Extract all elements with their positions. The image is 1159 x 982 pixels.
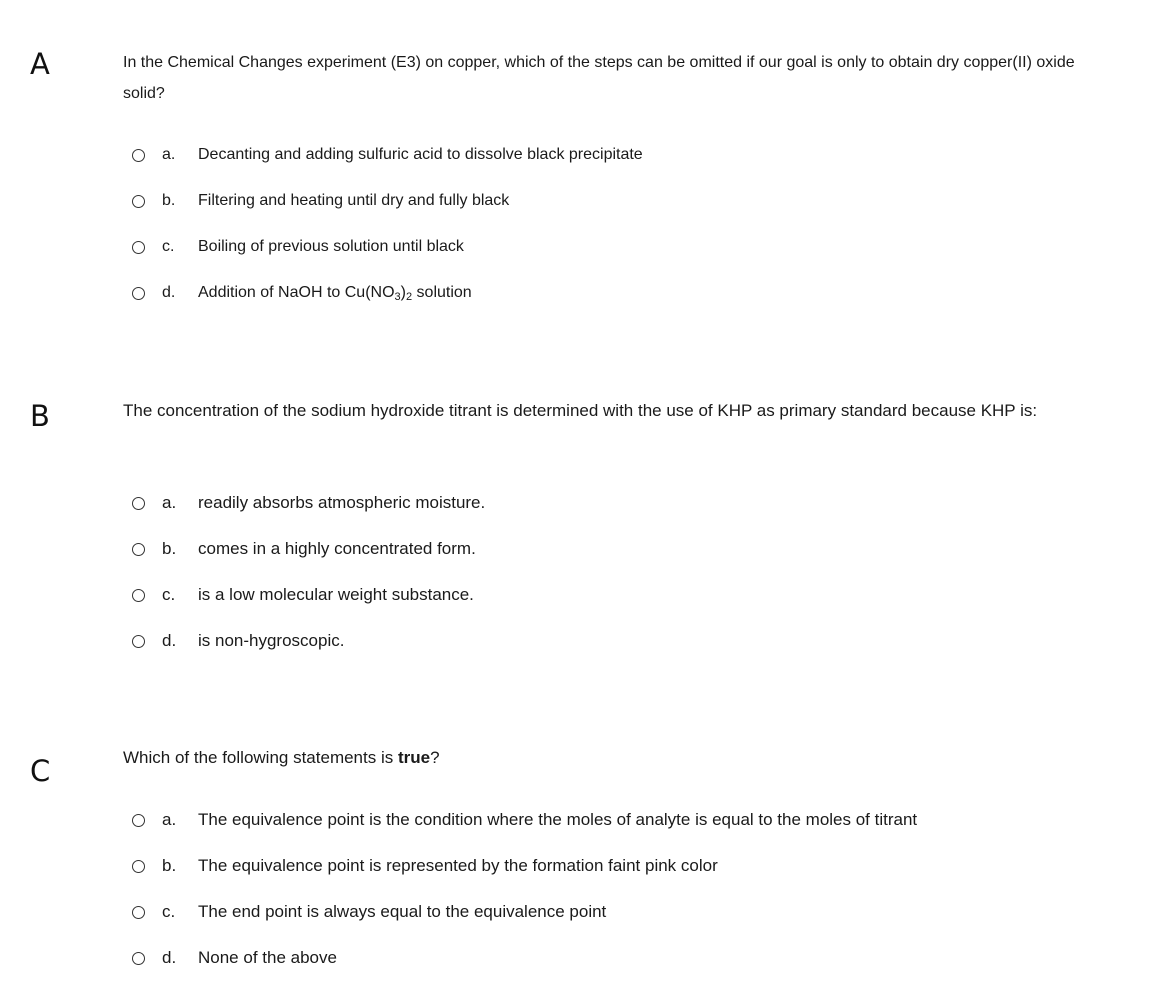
option-b[interactable] [132,526,485,572]
radio-button[interactable] [132,860,145,873]
option-text: Decanting and adding sulfuric acid to dissolve black precipitate [198,146,643,163]
radio-button[interactable] [132,195,145,208]
option-d[interactable] [132,935,917,981]
option-a[interactable] [132,797,917,843]
radio-button[interactable] [132,952,145,965]
option-text: The equivalence point is represented by the formation faint pink color [198,856,718,875]
option-a[interactable] [132,132,643,178]
question-text [123,742,1103,773]
subscript: 2 [405,291,413,303]
option-text-part: solution [412,284,472,301]
radio-button[interactable] [132,814,145,827]
option-letter: d. [162,948,177,967]
option-text: Boiling of previous solution until black [198,238,464,255]
radio-button[interactable] [132,287,145,300]
question-label: A [30,47,50,81]
options-list [132,132,643,316]
option-letter: c. [162,585,176,604]
option-letter: b. [162,856,177,875]
option-letter: d. [162,284,176,301]
radio-button[interactable] [132,543,145,556]
question-label: C [30,754,51,788]
option-letter: b. [162,192,176,209]
option-b[interactable] [132,178,643,224]
subscript: 3 [394,291,401,303]
radio-button[interactable] [132,906,145,919]
option-text: None of the above [198,948,337,967]
question-text-part: Which of the following statements is [123,748,398,767]
option-d[interactable] [132,270,643,316]
radio-button[interactable] [132,589,145,602]
option-text-part: Addition of NaOH to Cu(NO [198,284,395,301]
option-letter: a. [162,493,177,512]
emphasis-text: true [397,748,431,767]
option-text: The end point is always equal to the equivalence point [198,902,607,921]
option-c[interactable] [132,889,917,935]
option-text: readily absorbs atmospheric moisture. [198,493,486,512]
option-text-part: ) [400,284,406,301]
radio-button[interactable] [132,635,145,648]
options-list [132,797,917,981]
radio-button[interactable] [132,149,145,162]
option-letter: d. [162,631,177,650]
question-label: B [30,399,50,433]
option-letter: c. [162,902,176,921]
option-a[interactable] [132,480,485,526]
option-letter: c. [162,238,175,255]
question-text-part: ? [430,748,440,767]
option-text: comes in a highly concentrated form. [198,539,476,558]
option-b[interactable] [132,843,917,889]
option-letter: a. [162,810,177,829]
option-d[interactable] [132,618,485,664]
option-text: is a low molecular weight substance. [198,585,474,604]
question-text: In the Chemical Changes experiment (E3) on copper, which of the steps can be omitted if our goal is only to obtain dry copper(II) oxide solid? [123,54,1075,102]
option-text [198,284,472,302]
option-text: The equivalence point is the condition where the moles of analyte is equal to the moles of titrant [198,810,918,829]
option-text: Filtering and heating until dry and fully black [198,192,510,209]
option-c[interactable] [132,224,643,270]
radio-button[interactable] [132,497,145,510]
options-list [132,480,485,664]
option-c[interactable] [132,572,485,618]
option-text: is non-hygroscopic. [198,631,345,650]
question-text: The concentration of the sodium hydroxide titrant is determined with the use of KHP as primary standard because KHP is: [123,401,1038,420]
option-letter: a. [162,146,176,163]
radio-button[interactable] [132,241,145,254]
option-letter: b. [162,539,177,558]
